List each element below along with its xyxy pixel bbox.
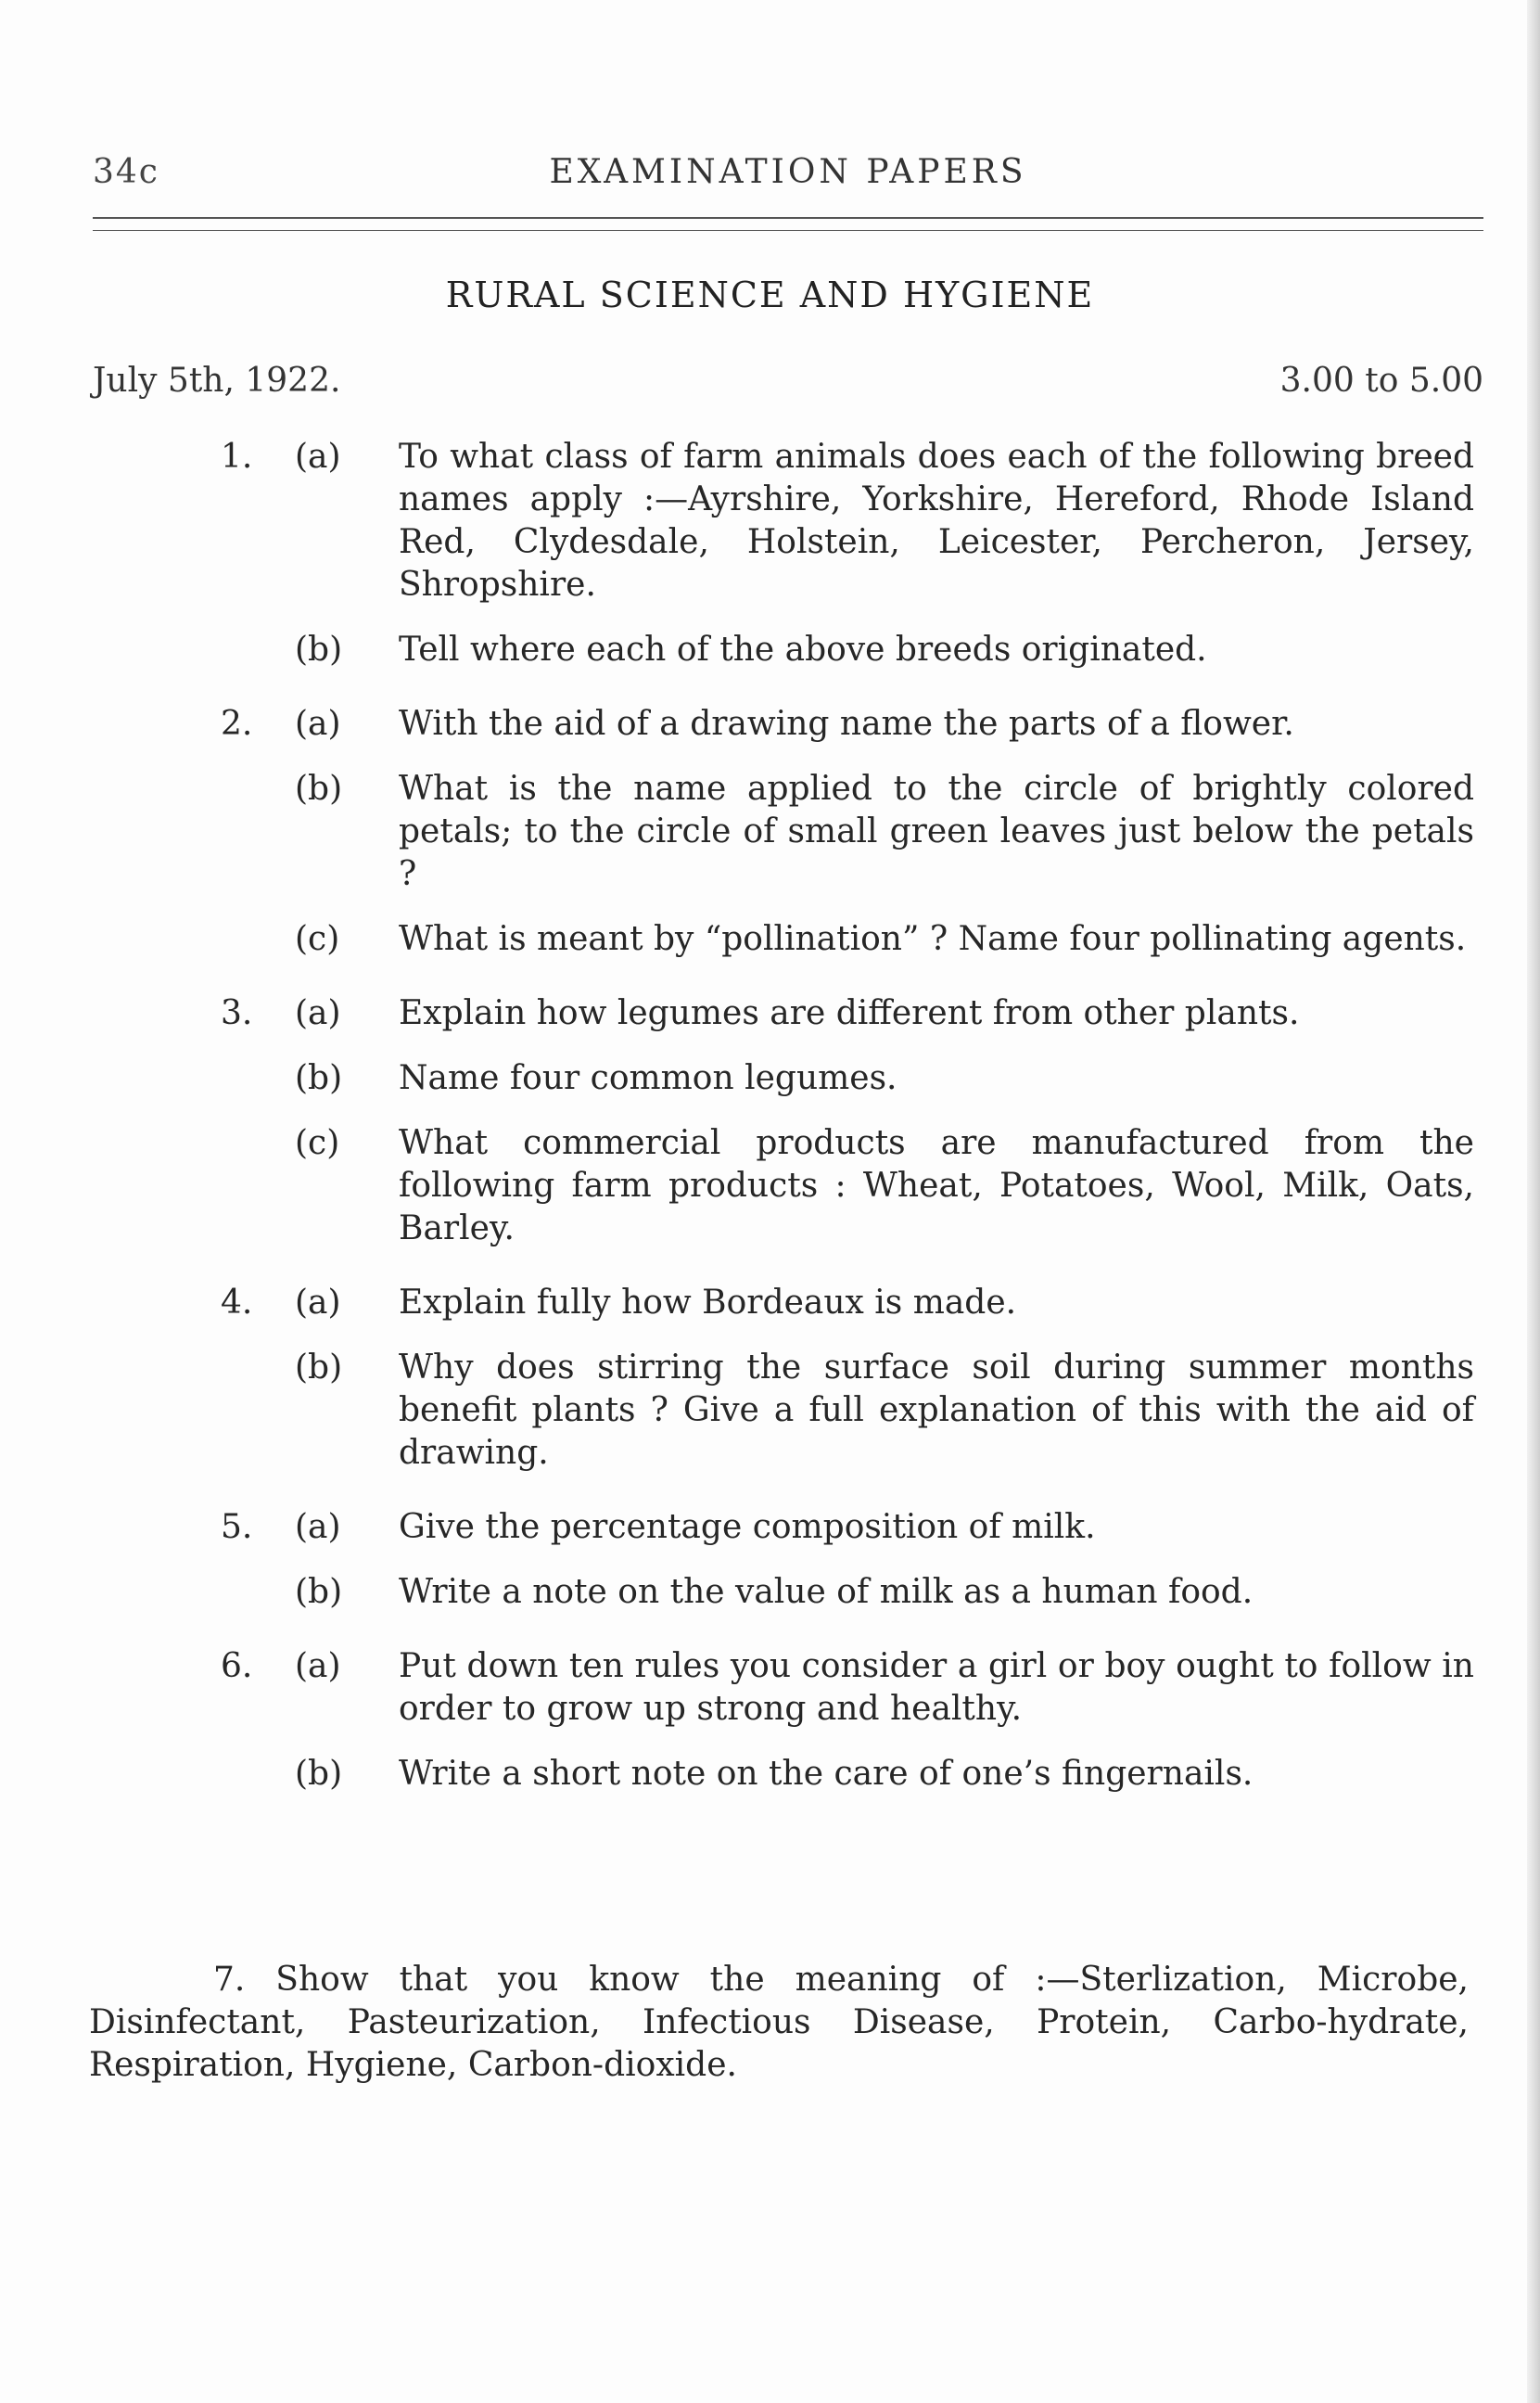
question-part — [0, 1571, 1474, 1614]
question-number: 6. — [221, 1647, 253, 1685]
header-rule — [93, 217, 1483, 219]
part-text: What commercial products are manufactured from the following farm products : Wheat, Potatoes, Wool, Milk, Oats, Barley. — [399, 1124, 1474, 1247]
part-label: (b) — [295, 1348, 343, 1387]
question-part — [0, 1057, 1474, 1100]
question-part — [0, 1753, 1474, 1796]
part-label: (b) — [295, 1059, 343, 1097]
question-2 — [0, 703, 1540, 961]
question-part — [0, 1282, 1474, 1324]
question-3 — [0, 992, 1540, 1250]
part-label: (c) — [295, 1124, 340, 1162]
part-text: Why does stirring the surface soil during summer months benefit plants ? Give a full explanation of this with the aid of drawing. — [399, 1348, 1474, 1472]
part-text: With the aid of a drawing name the parts of a flower. — [399, 705, 1294, 743]
question-1 — [0, 436, 1540, 671]
question-part — [0, 629, 1474, 671]
part-text: Put down ten rules you consider a girl or boy ought to follow in order to grow up strong and healthy. — [399, 1647, 1474, 1728]
exam-date: July 5th, 1922. — [93, 362, 341, 400]
question-part — [0, 992, 1474, 1035]
part-text: Write a short note on the care of one’s fingernails. — [399, 1755, 1254, 1793]
part-text: Explain how legumes are different from other plants. — [399, 994, 1300, 1032]
question-7: 7. Show that you know the meaning of :—Sterlization, Microbe, Disinfectant, Pasteurization, Infectious Disease, Protein, Carbo-hydrate, Respiration, Hygiene, Carbon-dioxide. — [89, 1961, 1469, 2084]
part-text: Tell where each of the above breeds originated. — [399, 631, 1207, 669]
part-label: (b) — [295, 1755, 343, 1793]
page-header — [93, 153, 1483, 199]
part-label: (a) — [295, 705, 341, 743]
question-part — [0, 1645, 1474, 1731]
part-label: (a) — [295, 1647, 341, 1685]
part-text: What is meant by “pollination” ? Name four pollinating agents. — [399, 920, 1467, 958]
part-label: (a) — [295, 994, 341, 1032]
question-part — [0, 1347, 1474, 1475]
question-part — [0, 1122, 1474, 1250]
question-list — [0, 436, 1540, 1827]
question-number: 4. — [221, 1284, 253, 1322]
part-label: (b) — [295, 631, 343, 669]
question-part — [0, 1506, 1474, 1549]
question-part — [0, 768, 1474, 896]
question-number: 3. — [221, 994, 253, 1032]
subject-title: RURAL SCIENCE AND HYGIENE — [445, 275, 1095, 315]
part-text: To what class of farm animals does each of the following breed names apply :—Ayrshire, Yorkshire, Hereford, Rhode Island Red, Clydesdale, Holstein, Leicester, Percheron, Jersey, Shropshire. — [399, 438, 1474, 604]
question-number: 2. — [221, 705, 253, 743]
question-number: 5. — [221, 1508, 253, 1546]
part-label: (a) — [295, 1284, 341, 1322]
part-label: (b) — [295, 1573, 343, 1611]
part-text: What is the name applied to the circle of brightly colored petals; to the circle of small green leaves just below the petals ? — [399, 770, 1474, 893]
running-title: EXAMINATION PAPERS — [549, 153, 1027, 191]
question-number: 1. — [221, 438, 253, 476]
part-label: (a) — [295, 438, 341, 476]
question-part — [0, 436, 1474, 607]
question-5 — [0, 1506, 1540, 1614]
part-label: (a) — [295, 1508, 341, 1546]
header-rule-thin — [93, 230, 1483, 231]
part-label: (b) — [295, 770, 343, 808]
exam-time: 3.00 to 5.00 — [1279, 362, 1483, 400]
part-text: Write a note on the value of milk as a human food. — [399, 1573, 1254, 1611]
part-text: Explain fully how Bordeaux is made. — [399, 1284, 1017, 1322]
page-number: 34c — [93, 153, 159, 191]
question-4 — [0, 1282, 1540, 1475]
date-line — [93, 362, 1483, 408]
question-part — [0, 918, 1474, 961]
part-text: Give the percentage composition of milk. — [399, 1508, 1096, 1546]
part-label: (c) — [295, 920, 340, 958]
question-part — [0, 703, 1474, 746]
question-6 — [0, 1645, 1540, 1796]
part-text: Name four common legumes. — [399, 1059, 897, 1097]
